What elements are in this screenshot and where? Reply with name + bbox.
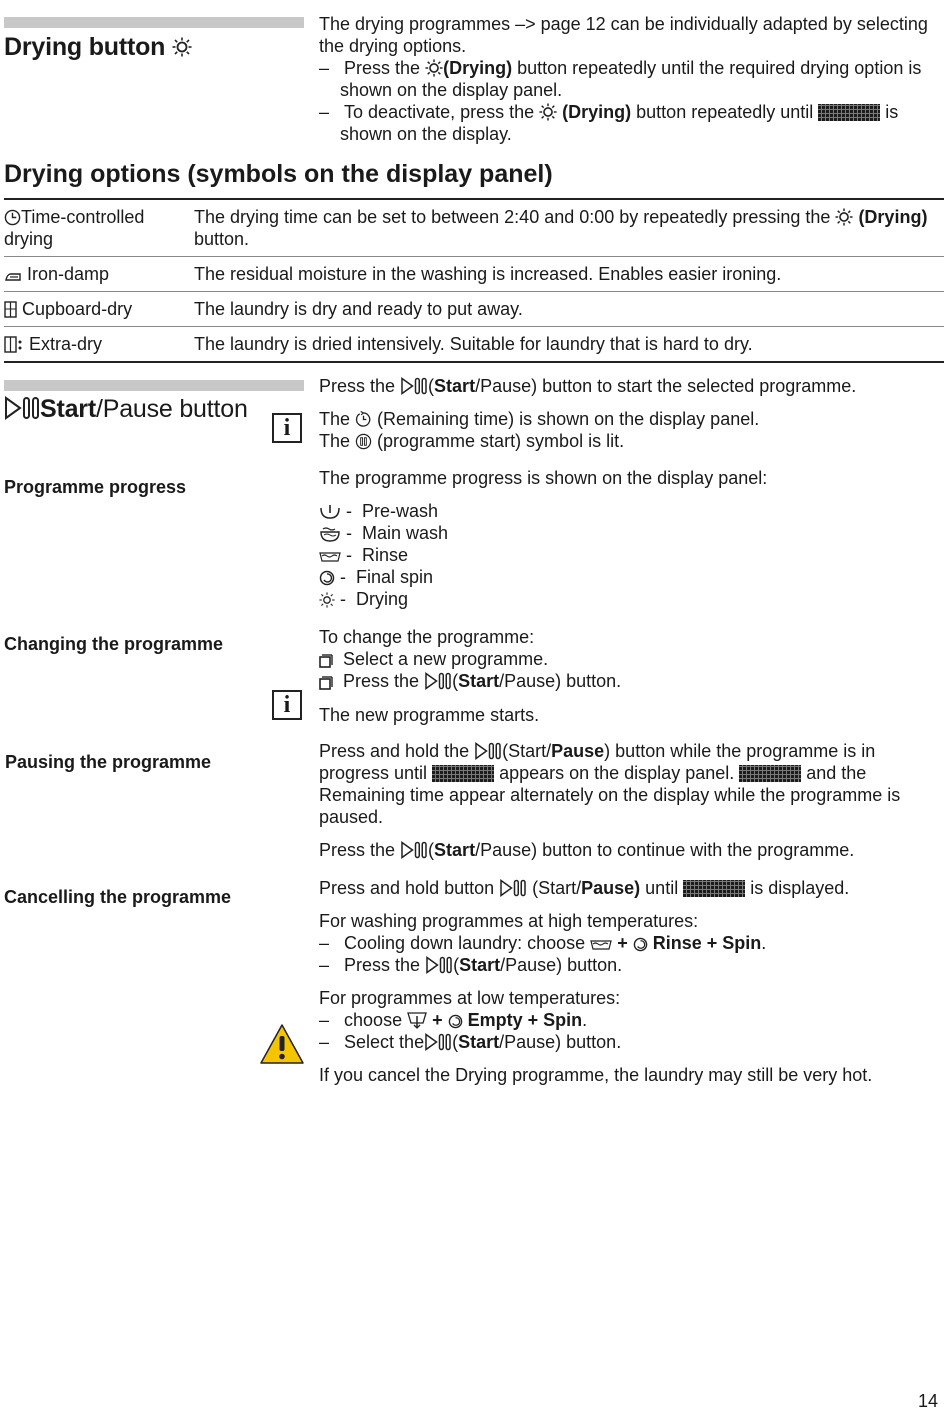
list-item: - Final spin: [319, 566, 939, 588]
option-desc: The drying time can be set to between 2:40 and 0:00 by repeatedly pressing the (Drying) button.: [194, 199, 944, 257]
start-info-text: [319, 408, 939, 452]
drying-icon: [319, 592, 335, 608]
start-pause-icon: [424, 672, 452, 690]
low-temp-intro: For programmes at low temperatures:: [319, 988, 621, 1008]
start-pause-icon: [425, 956, 453, 974]
pausing-programme-label: Pausing the programme: [5, 752, 212, 772]
start-pause-icon: [499, 879, 527, 897]
start-pause-heading: Start/Pause button: [4, 395, 248, 424]
programme-start-icon: [355, 433, 372, 450]
table-row: [4, 199, 944, 257]
programme-start-note: The (programme start) symbol is lit.: [319, 431, 625, 451]
start-pause-press: Press the (Start/Pause) button to start the selected programme.: [319, 376, 857, 396]
drying-intro: The drying programmes –> page 12 can be individually adapted by selecting the drying options.: [319, 14, 928, 56]
drying-step-2: – To deactivate, press the (Drying) button repeatedly until is shown on the display.: [319, 102, 899, 144]
drying-button-heading: [4, 33, 192, 62]
start-pause-text: [319, 375, 939, 397]
list-item: – Press the (Start/Pause) button.: [319, 955, 623, 975]
cupboard-plus-icon: [4, 336, 24, 353]
start-pause-icon: [474, 742, 502, 760]
option-name: Time-controlled drying: [4, 199, 194, 257]
drying-icon: [172, 37, 192, 57]
drying-icon: [539, 103, 557, 121]
programme-progress-label: Programme progress: [4, 477, 187, 497]
main-wash-icon: [319, 526, 341, 542]
drying-icon: [835, 208, 853, 226]
info-icon: i: [272, 690, 302, 720]
drying-icon: [425, 59, 443, 77]
heading-text: Drying button: [4, 33, 166, 61]
progress-list: [319, 500, 939, 610]
cupboard-icon: [4, 301, 17, 318]
pausing-programme-text: [319, 740, 939, 861]
changing-intro: To change the programme:: [319, 627, 535, 647]
spin-icon: [448, 1014, 463, 1029]
cancelling-programme-text: [319, 877, 939, 1086]
list-item: Press the (Start/Pause) button.: [319, 670, 939, 692]
remaining-time-icon: [355, 411, 372, 428]
drying-button-text: [319, 13, 939, 145]
iron-icon: [4, 269, 22, 283]
list-item: Select a new programme.: [319, 648, 939, 670]
list-item: – choose + Empty + Spin.: [319, 1010, 588, 1030]
programme-progress-text: [319, 467, 939, 489]
option-name: Iron-damp: [4, 257, 194, 292]
start-pause-icon: [400, 377, 428, 395]
display-segment-icon: [818, 104, 880, 121]
pausing-para-2: Press the (Start/Pause) button to continue with the programme.: [319, 840, 855, 860]
empty-icon: [407, 1011, 427, 1029]
changing-programme-text: [319, 626, 939, 692]
high-temp-intro: For washing programmes at high temperatures:: [319, 911, 699, 931]
section-rule: [4, 17, 304, 28]
spin-icon: [319, 570, 335, 586]
drying-options-heading: Drying options (symbols on the display panel): [4, 160, 553, 188]
list-item: - Pre-wash: [319, 500, 939, 522]
progress-intro: The programme progress is shown on the display panel:: [319, 468, 768, 488]
prewash-icon: [319, 504, 341, 520]
drying-options-table: [4, 198, 944, 363]
cancelling-para-1: Press and hold button (Start/Pause) until is displayed.: [319, 878, 850, 898]
checkbox-icon: [319, 676, 333, 690]
start-pause-icon: [4, 396, 40, 420]
table-row: [4, 327, 944, 363]
info-icon: i: [272, 413, 302, 443]
cancelling-programme-label: Cancelling the programme: [4, 887, 232, 907]
display-segment-icon: [739, 765, 801, 782]
changing-programme-label: Changing the programme: [4, 634, 224, 654]
option-desc: The laundry is dry and ready to put away.: [194, 292, 944, 327]
start-pause-icon: [424, 1033, 452, 1051]
rinse-icon: [590, 938, 612, 952]
list-item: – Cooling down laundry: choose + Rinse + Spin.: [319, 933, 767, 953]
list-item: - Rinse: [319, 544, 939, 566]
warning-icon: [259, 1023, 305, 1065]
page-number: 14: [917, 1391, 938, 1411]
option-desc: The residual moisture in the washing is increased. Enables easier ironing.: [194, 257, 944, 292]
display-segment-icon: [683, 880, 745, 897]
warning-text: If you cancel the Drying programme, the laundry may still be very hot.: [319, 1065, 873, 1085]
drying-step-1: – Press the (Drying) button repeatedly until the required drying option is shown on the display panel.: [319, 58, 922, 100]
table-row: [4, 257, 944, 292]
option-desc: The laundry is dried intensively. Suitable for laundry that is hard to dry.: [194, 327, 944, 363]
clock-icon: [4, 209, 21, 226]
table-row: [4, 292, 944, 327]
checkbox-icon: [319, 654, 333, 668]
changing-note: The new programme starts.: [319, 705, 540, 725]
list-item: - Drying: [319, 588, 939, 610]
remaining-time-note: The (Remaining time) is shown on the display panel.: [319, 409, 760, 429]
start-pause-icon: [400, 841, 428, 859]
option-name: Extra-dry: [4, 327, 194, 363]
display-segment-icon: [432, 765, 494, 782]
section-rule: [4, 380, 304, 391]
rinse-icon: [319, 550, 341, 564]
option-name: Cupboard-dry: [4, 292, 194, 327]
pausing-para-1: Press and hold the (Start/Pause) button while the programme is in progress until appears on the display panel. and the Remaining time appear alternately on the display while the programme is paused.: [319, 741, 901, 827]
list-item: – Select the (Start/Pause) button.: [319, 1032, 622, 1052]
spin-icon: [633, 937, 648, 952]
list-item: - Main wash: [319, 522, 939, 544]
